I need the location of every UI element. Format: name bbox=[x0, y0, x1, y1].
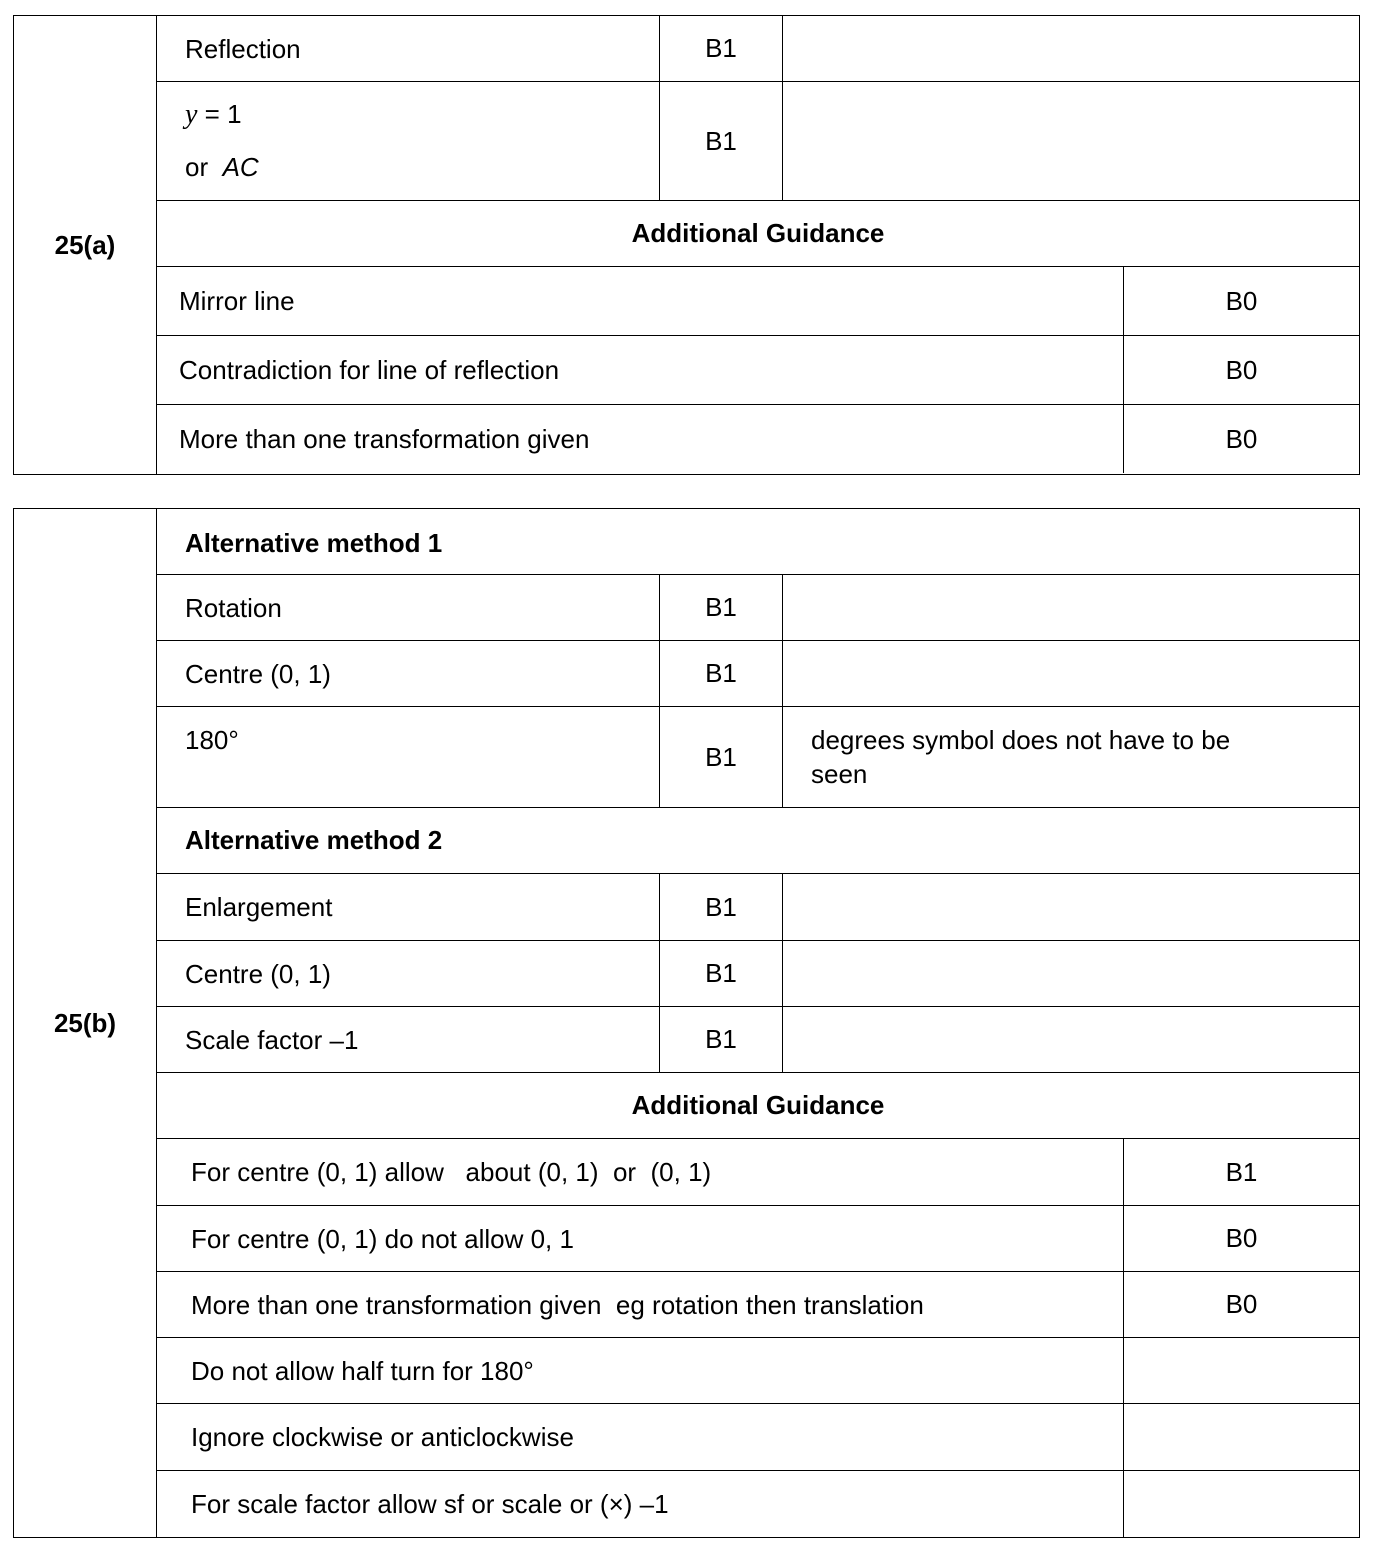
or-word: or bbox=[185, 152, 209, 182]
guidance-mark bbox=[1124, 1338, 1359, 1403]
guidance-row bbox=[157, 1139, 1359, 1206]
answer-text: Rotation bbox=[185, 593, 282, 623]
guidance-text: For centre (0, 1) allow about (0, 1) or (0, 1) bbox=[191, 1157, 712, 1187]
mark-scheme-table-25a bbox=[13, 15, 1360, 475]
guidance-text: Ignore clockwise or anticlockwise bbox=[191, 1422, 574, 1452]
mark-cell: B1 bbox=[660, 16, 783, 81]
mark-cell: B1 bbox=[660, 82, 783, 200]
guidance-row bbox=[157, 405, 1359, 473]
comment-cell bbox=[783, 641, 1359, 706]
mark-cell: B1 bbox=[660, 707, 783, 807]
guidance-mark: B0 bbox=[1225, 285, 1258, 316]
guidance-text: For scale factor allow sf or scale or (×) –1 bbox=[191, 1489, 669, 1519]
guidance-row bbox=[157, 1272, 1359, 1338]
line-ac: AC bbox=[222, 152, 259, 182]
answer-row bbox=[157, 707, 1359, 808]
answer-row bbox=[157, 575, 1359, 641]
guidance-mark: B0 bbox=[1225, 354, 1258, 385]
question-number: 25(a) bbox=[14, 16, 157, 474]
comment-text: degrees symbol does not have to be bbox=[811, 725, 1231, 755]
comment-cell bbox=[783, 874, 1359, 940]
answer-text: Centre (0, 1) bbox=[185, 959, 331, 989]
mark-cell: B1 bbox=[660, 1007, 783, 1072]
comment-cell bbox=[783, 707, 1359, 807]
guidance-mark: B0 bbox=[1225, 1223, 1258, 1253]
mark-cell: B1 bbox=[660, 575, 783, 640]
mark-cell: B1 bbox=[660, 941, 783, 1006]
comment-cell bbox=[783, 1007, 1359, 1072]
guidance-row bbox=[157, 1404, 1359, 1471]
guidance-text: Do not allow half turn for 180° bbox=[191, 1356, 534, 1386]
question-number: 25(b) bbox=[14, 509, 157, 1537]
guidance-header-row bbox=[157, 1073, 1359, 1139]
answer-row bbox=[157, 941, 1359, 1007]
answer-text: Enlargement bbox=[185, 892, 333, 922]
guidance-row bbox=[157, 1471, 1359, 1537]
answer-text: Centre (0, 1) bbox=[185, 659, 331, 689]
answer-text: Reflection bbox=[185, 34, 301, 64]
answer-equation bbox=[185, 99, 242, 131]
guidance-text: More than one transformation given bbox=[179, 424, 590, 454]
guidance-row bbox=[157, 1338, 1359, 1404]
mark-cell: B1 bbox=[660, 641, 783, 706]
guidance-row bbox=[157, 267, 1359, 336]
answer-row bbox=[157, 1007, 1359, 1073]
answer-row bbox=[157, 16, 1359, 82]
guidance-mark bbox=[1124, 1471, 1359, 1537]
mark-cell: B1 bbox=[660, 874, 783, 940]
mark-scheme-table-25b bbox=[13, 508, 1360, 1538]
guidance-text: Contradiction for line of reflection bbox=[179, 355, 560, 385]
guidance-header: Additional Guidance bbox=[631, 1090, 885, 1120]
answer-row bbox=[157, 874, 1359, 941]
guidance-mark bbox=[1124, 1404, 1359, 1470]
guidance-mark: B0 bbox=[1225, 1289, 1258, 1319]
answer-text: 180° bbox=[185, 725, 239, 755]
comment-text: seen bbox=[811, 759, 868, 789]
guidance-header: Additional Guidance bbox=[631, 218, 885, 248]
method-header: Alternative method 2 bbox=[185, 825, 443, 855]
variable-y: y bbox=[185, 99, 198, 130]
guidance-mark: B1 bbox=[1225, 1156, 1258, 1187]
guidance-header-row bbox=[157, 201, 1359, 267]
guidance-row bbox=[157, 1206, 1359, 1272]
comment-cell bbox=[783, 941, 1359, 1006]
equation-rest: = 1 bbox=[197, 99, 242, 129]
guidance-mark: B0 bbox=[1225, 423, 1258, 454]
guidance-text: Mirror line bbox=[179, 286, 295, 316]
method-header-row bbox=[157, 509, 1359, 575]
comment-cell bbox=[783, 82, 1359, 200]
guidance-row bbox=[157, 336, 1359, 405]
comment-cell bbox=[783, 575, 1359, 640]
guidance-text: More than one transformation given eg rotation then translation bbox=[191, 1290, 924, 1320]
method-header: Alternative method 1 bbox=[185, 528, 443, 558]
guidance-text: For centre (0, 1) do not allow 0, 1 bbox=[191, 1224, 574, 1254]
answer-text: Scale factor –1 bbox=[185, 1025, 359, 1055]
method-header-row bbox=[157, 808, 1359, 874]
answer-alternative bbox=[185, 152, 259, 183]
answer-row bbox=[157, 82, 1359, 201]
answer-row bbox=[157, 641, 1359, 707]
comment-cell bbox=[783, 16, 1359, 81]
